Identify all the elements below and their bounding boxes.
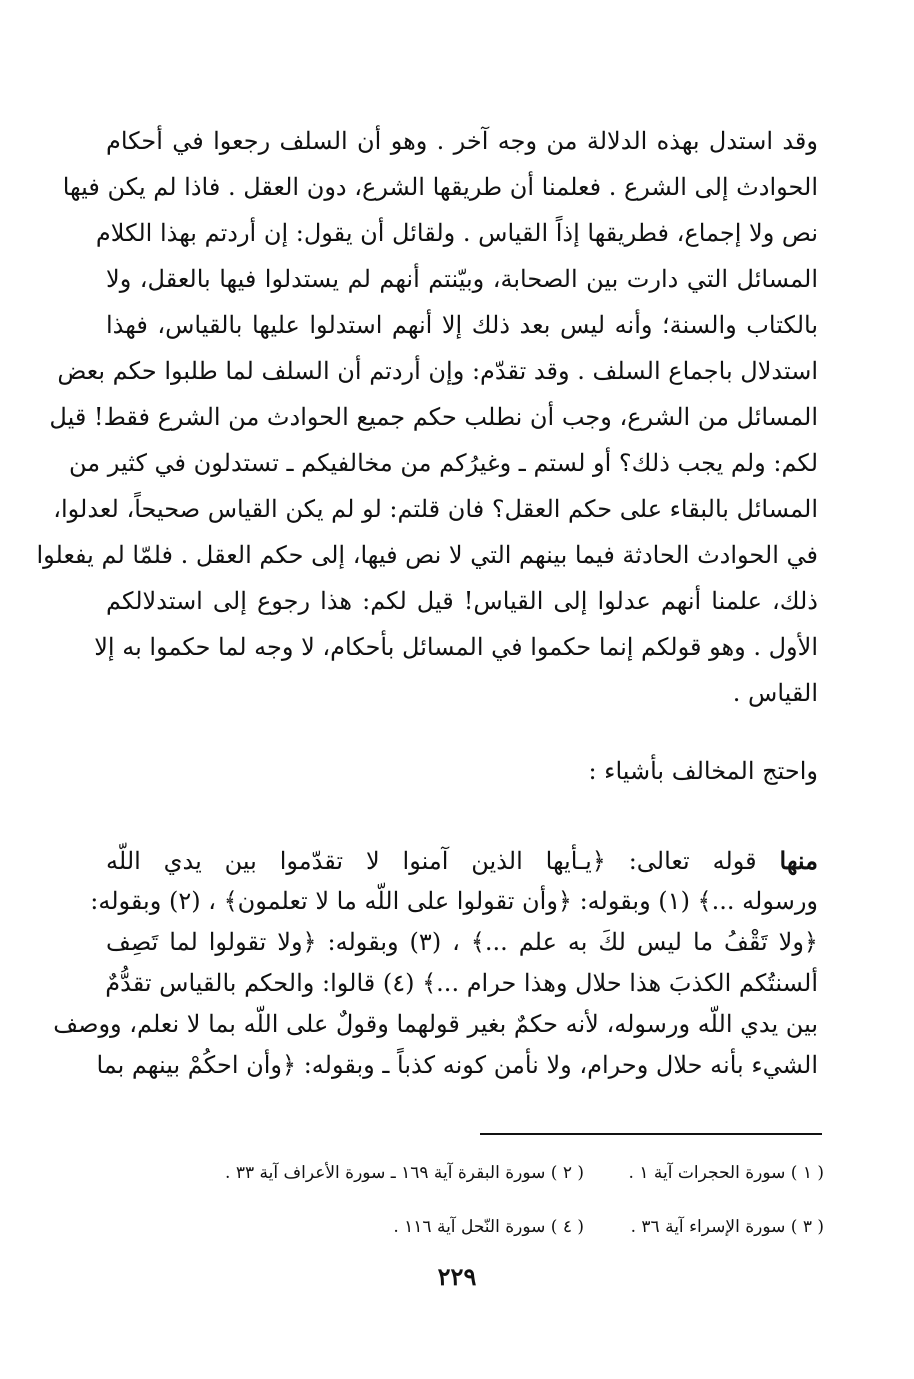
text-line: القياس . bbox=[732, 679, 818, 707]
footnote-row bbox=[94, 1212, 824, 1242]
footnote-2: ( ٢ ) سورة البقرة آية ١٦٩ ـ سورة الأعراف آية ٣٣ . bbox=[225, 1163, 584, 1183]
text-line: بالكتاب والسنة؛ وأنه ليس بعد ذلك إلا أنهم استدلوا عليها بالقياس، فهذا bbox=[106, 311, 818, 339]
text-line: المسائل من الشرع، وجب أن نطلب حكم جميع الحوادث من الشرع فقط! قيل bbox=[49, 403, 818, 431]
text-line: الشيء بأنه حلال وحرام، ولا نأمن كونه كذباً ـ وبقوله: ﴿وأن احكُمْ بينهم بما bbox=[96, 1051, 818, 1079]
text-line: ذلك، علمنا أنهم عدلوا إلى القياس! قيل لكم: هذا رجوع إلى استدلالكم bbox=[106, 587, 818, 615]
footnote-divider bbox=[480, 1133, 822, 1135]
text-line: ﴿ولا تَقْفُ ما ليس لكَ به علم ...﴾ ، (٣) وبقوله: ﴿ولا تقولوا لما تَصِف bbox=[106, 928, 818, 956]
section-heading: واحتج المخالف بأشياء : bbox=[588, 757, 818, 785]
main-paragraph bbox=[36, 118, 818, 716]
footnote-row bbox=[94, 1158, 824, 1188]
text-line: استدلال باجماع السلف . وقد تقدّم: وإن أردتم أن السلف لما طلبوا حكم بعض bbox=[57, 357, 818, 385]
text-line: وقد استدل بهذه الدلالة من وجه آخر . وهو أن السلف رجعوا في أحكام bbox=[106, 127, 818, 155]
footnote-3: ( ٣ ) سورة الإسراء آية ٣٦ . bbox=[630, 1217, 824, 1237]
text-line: ورسوله ...﴾ (١) وبقوله: ﴿وأن تقولوا على اللّه ما لا تعلمون﴾ ، (٢) وبقوله: bbox=[90, 887, 818, 915]
text-line: في الحوادث الحادثة فيما بينهم التي لا نص فيها، إلى حكم العقل . فلمّا لم يفعلوا bbox=[36, 541, 818, 569]
page-number: ٢٢٩ bbox=[437, 1262, 477, 1291]
second-paragraph bbox=[53, 840, 818, 1086]
text-line: ألسنتُكم الكذبَ هذا حلال وهذا حرام ...﴾ (٤) قالوا: والحكم بالقياس تقدُّمٌ bbox=[105, 969, 818, 997]
text-line bbox=[106, 840, 818, 881]
footnote-4: ( ٤ ) سورة النّحل آية ١١٦ . bbox=[393, 1217, 584, 1237]
text-line: المسائل بالبقاء على حكم العقل؟ فان قلتم: لو لم يكن القياس صحيحاً، لعدلوا، bbox=[53, 495, 818, 523]
footnote-1: ( ١ ) سورة الحجرات آية ١ . bbox=[628, 1163, 824, 1183]
lead-word: منها bbox=[779, 846, 818, 875]
text-line: الأول . وهو قولكم إنما حكموا في المسائل بأحكام، لا وجه لما حكموا به إلا bbox=[94, 633, 818, 661]
text-line: المسائل التي دارت بين الصحابة، وبيّنتم أنهم لم يستدلوا فيها بالعقل، ولا bbox=[106, 265, 818, 293]
text-line-rest: قوله تعالى: ﴿يـأيها الذين آمنوا لا تقدّموا بين يدي اللّه bbox=[106, 847, 780, 875]
text-line: نص ولا إجماع، فطريقها إذاً القياس . ولقائل أن يقول: إن أردتم بهذا الكلام bbox=[95, 219, 818, 247]
text-line: بين يدي اللّه ورسوله، لأنه حكمٌ بغير قولهما وقولٌ على اللّه بما لا نعلم، ووصف bbox=[53, 1010, 818, 1038]
text-line: لكم: ولم يجب ذلك؟ أو لستم ـ وغيرُكم من مخالفيكم ـ تستدلون في كثير من bbox=[68, 449, 818, 477]
text-line: الحوادث إلى الشرع . فعلمنا أن طريقها الشرع، دون العقل . فاذا لم يكن فيها bbox=[62, 173, 818, 201]
